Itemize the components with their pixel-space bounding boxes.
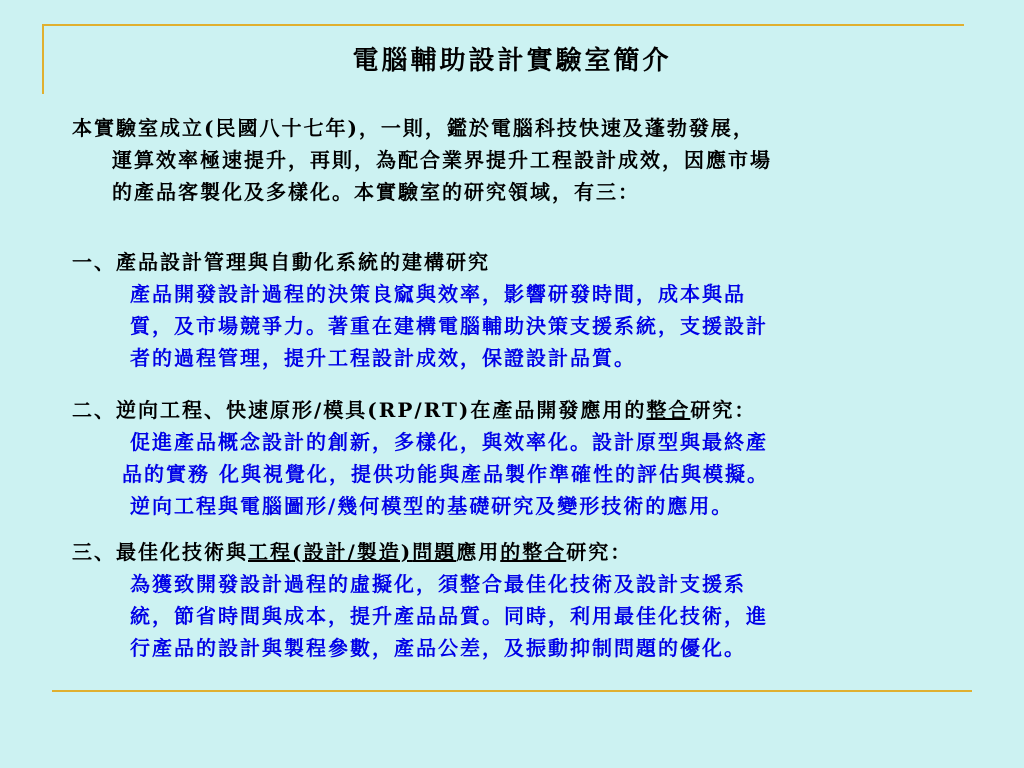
section3 bbox=[72, 536, 768, 664]
section2-line: 促進產品概念設計的創新，多樣化，與效率化。設計原型與最終產 bbox=[130, 430, 768, 454]
section3-line: 統，節省時間與成本，提升產品品質。同時，利用最佳化技術，進 bbox=[130, 604, 768, 628]
section3-heading-underlined-1: 工程(設計/製造) bbox=[248, 540, 413, 564]
top-rule bbox=[42, 24, 964, 26]
section2 bbox=[72, 394, 769, 522]
section1-heading: 一、產品設計管理與自動化系統的建構研究 bbox=[72, 250, 490, 274]
section2-heading-pre: 二、逆向工程、快速原形/模具(RP/RT)在產品開發應用的 bbox=[72, 398, 647, 422]
section3-heading bbox=[72, 536, 768, 568]
intro-line: 本實驗室成立(民國八十七年)，一則，鑑於電腦科技快速及蓬勃發展， bbox=[72, 116, 755, 140]
section2-line: 逆向工程與電腦圖形/幾何模型的基礎研究及變形技術的應用。 bbox=[130, 494, 734, 518]
bottom-rule bbox=[52, 690, 972, 692]
section2-heading bbox=[72, 394, 769, 426]
intro-line: 的產品客製化及多樣化。本實驗室的研究領域，有三： bbox=[112, 180, 640, 204]
intro-line: 運算效率極速提升，再則，為配合業界提升工程設計成效，因應市場 bbox=[112, 148, 772, 172]
section3-line: 為獲致開發設計過程的虛擬化，須整合最佳化技術及設計支援系 bbox=[130, 572, 746, 596]
page-title: 電腦輔助設計實驗室簡介 bbox=[352, 46, 672, 76]
section1-line: 者的過程管理，提升工程設計成效，保證設計品質。 bbox=[130, 346, 636, 370]
section3-heading-pre: 三、最佳化技術與 bbox=[72, 540, 248, 564]
section1 bbox=[72, 246, 768, 374]
section3-heading-post: 研究： bbox=[566, 540, 633, 564]
section3-heading-mid: 應用 bbox=[456, 540, 501, 564]
section2-heading-post: 研究： bbox=[690, 398, 757, 422]
section3-line: 行產品的設計與製程參數，產品公差，及振動抑制問題的優化。 bbox=[130, 636, 746, 660]
section1-line: 質，及市場競爭力。著重在建構電腦輔助決策支援系統，支援設計 bbox=[130, 314, 768, 338]
intro-paragraph bbox=[72, 112, 772, 208]
section2-heading-underlined: 整合 bbox=[646, 398, 691, 422]
section1-line: 產品開發設計過程的決策良窳與效率，影響研發時間，成本與品 bbox=[130, 282, 746, 306]
section3-heading-underlined-2: 問題 bbox=[412, 540, 457, 564]
section2-line: 品的實務 化與視覺化，提供功能與產品製作準確性的評估與模擬。 bbox=[122, 462, 769, 486]
section3-heading-underlined-3: 的整合 bbox=[500, 540, 567, 564]
